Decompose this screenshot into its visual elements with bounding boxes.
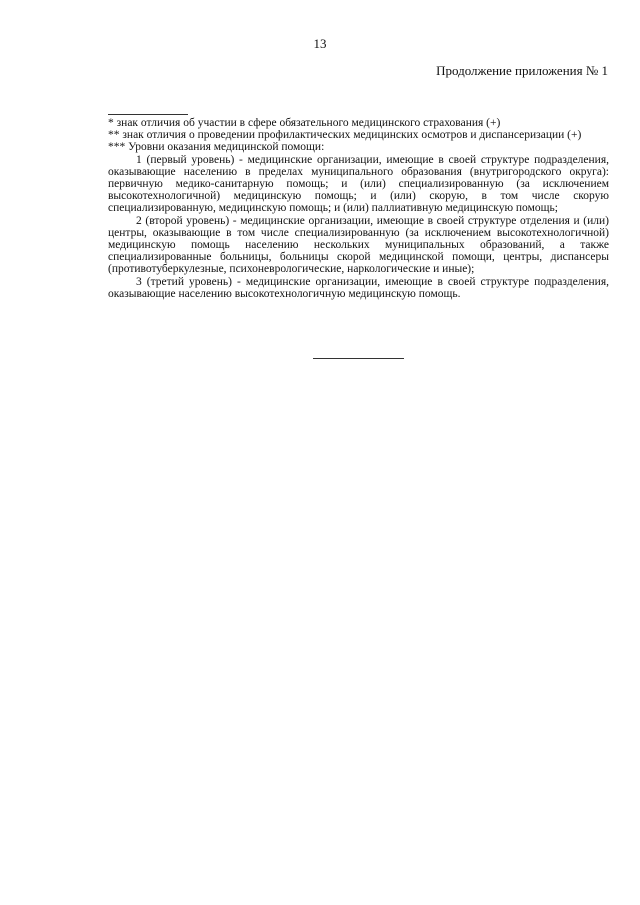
footnote-checkup-sign: ** знак отличия о проведении профилактических медицинских осмотров и диспансеризации (+) bbox=[108, 129, 582, 142]
appendix-continuation-header: Продолжение приложения № 1 bbox=[436, 63, 608, 78]
footnote-level-2: 2 (второй уровень) - медицинские организации, имеющие в своей структуре отделения и (или) центры, оказывающие в том числе специализированную (за исключением высокотехнологичной) медицинскую помощь населению нескольких муниципальных образований, а также специализированные больницы, больницы скорой медицинской помощи, центры, диспансеры (противотуберкулезные, психоневрологические, наркологические и иные); bbox=[108, 214, 609, 276]
footnote-omc-sign: * знак отличия об участии в сфере обязательного медицинского страхования (+) bbox=[108, 117, 501, 129]
footnote-separator bbox=[108, 114, 188, 115]
footnote-level-3: 3 (третий уровень) - медицинские организации, имеющие в своей структуре подразделения, оказывающие населению высокотехнологичную медицинскую помощь. bbox=[108, 275, 609, 300]
end-of-text-rule bbox=[313, 358, 404, 359]
page-number: 13 bbox=[313, 36, 327, 51]
footnote-levels-title: *** Уровни оказания медицинской помощи: bbox=[108, 141, 325, 154]
footnotes-block bbox=[108, 117, 609, 300]
footnote-level-1: 1 (первый уровень) - медицинские организации, имеющие в своей структуре подразделения, оказывающие населению в пределах муниципального образования (внутригородского округа): первичную медико-санитарную помощь; и (или) специализированную (за исключением высокотехнологичной) медицинскую помощь; и (или) скорую, в том числе скорую специализированную, медицинскую помощь; и (или) паллиативную медицинскую помощь; bbox=[108, 153, 609, 215]
